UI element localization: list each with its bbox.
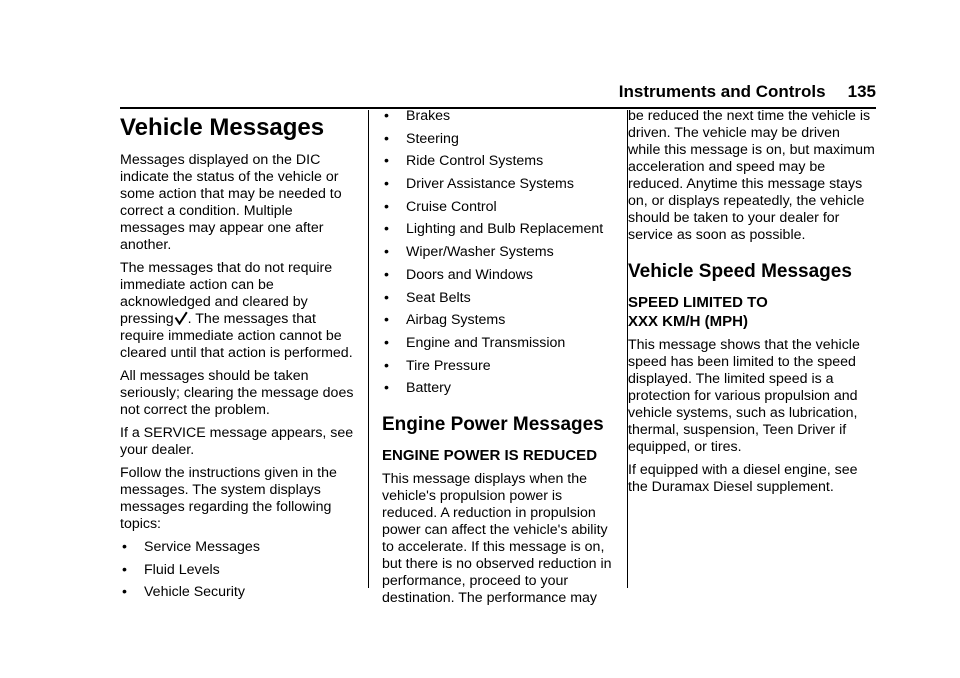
list-item: • Ride Control Systems	[384, 153, 544, 170]
column-1	[120, 108, 356, 607]
list-item: • Tire Pressure	[384, 357, 491, 374]
column-2	[382, 108, 614, 613]
speed-limited-line-2: XXX KM/H (MPH)	[628, 313, 748, 330]
topics-intro-paragraph: Follow the instructions given in the messages. The system displays messages regarding the following topics:	[120, 465, 337, 532]
list-item: • Battery	[384, 380, 451, 397]
list-item: • Steering	[384, 130, 459, 147]
speed-limited-line-1: SPEED LIMITED TO	[628, 294, 768, 311]
topics-list-part-2	[382, 108, 614, 397]
engine-power-heading: Engine Power Messages	[382, 414, 604, 436]
page-number: 135	[847, 82, 876, 101]
vehicle-messages-heading: Vehicle Messages	[120, 114, 325, 141]
column-divider-1	[368, 110, 369, 588]
speed-limited-subheading	[628, 293, 876, 331]
list-item: • Cruise Control	[384, 198, 497, 215]
list-item: • Service Messages	[122, 539, 260, 555]
list-item: • Airbag Systems	[384, 312, 506, 329]
topics-list-part-1	[120, 539, 356, 601]
diesel-paragraph: If equipped with a diesel engine, see the Duramax Diesel supplement.	[628, 462, 858, 495]
acknowledge-paragraph	[120, 260, 356, 362]
service-paragraph: If a SERVICE message appears, see your dealer.	[120, 425, 354, 458]
list-item: • Fluid Levels	[122, 561, 220, 578]
speed-limited-paragraph: This message shows that the vehicle speed has been limited to the speed displayed. The limited speed is a protection for various propulsion and vehicle systems, such as lubrication, thermal, suspension, Teen Driver if equipped, or tires.	[628, 337, 860, 455]
list-item: • Doors and Windows	[384, 266, 533, 283]
checkmark-icon	[174, 311, 188, 325]
column-3	[628, 108, 876, 502]
list-item: • Vehicle Security	[122, 584, 245, 601]
list-item: • Engine and Transmission	[384, 334, 566, 351]
header-text	[619, 82, 876, 102]
list-item: • Seat Belts	[384, 289, 471, 306]
acknowledge-text-before: The messages that do not require immediate action can be acknowledged and cleared by pressing	[120, 260, 333, 327]
engine-power-paragraph-start: This message displays when the vehicle's propulsion power is reduced. A reduction in propulsion power can affect the vehicle's ability to accelerate. If this message is on, but there is no observed reduction in performance, proceed to your destination. The performance may	[382, 471, 612, 607]
section-title: Instruments and Controls	[618, 82, 826, 101]
list-item: • Lighting and Bulb Replacement	[384, 221, 604, 238]
vehicle-speed-heading: Vehicle Speed Messages	[628, 261, 852, 282]
page-header	[120, 78, 876, 108]
acknowledge-text-after: . The messages that require immediate action cannot be cleared until that action is performed.	[120, 311, 353, 361]
list-item: • Driver Assistance Systems	[384, 176, 574, 193]
engine-power-subheading: ENGINE POWER IS REDUCED	[382, 447, 598, 465]
seriously-paragraph: All messages should be taken seriously; clearing the message does not correct the problem.	[120, 368, 354, 418]
vehicle-messages-intro: Messages displayed on the DIC indicate the status of the vehicle or some action that may be needed to correct a condition. Multiple messages may appear one after another.	[120, 152, 342, 253]
list-item: • Wiper/Washer Systems	[384, 244, 554, 261]
engine-power-paragraph-end: be reduced the next time the vehicle is driven. The vehicle may be driven while this message is on, but maximum acceleration and speed may be reduced. Anytime this message stays on, or displays repeatedly, the vehicle should be taken to your dealer for service as soon as possible.	[628, 108, 875, 243]
list-item: • Brakes	[384, 108, 451, 124]
